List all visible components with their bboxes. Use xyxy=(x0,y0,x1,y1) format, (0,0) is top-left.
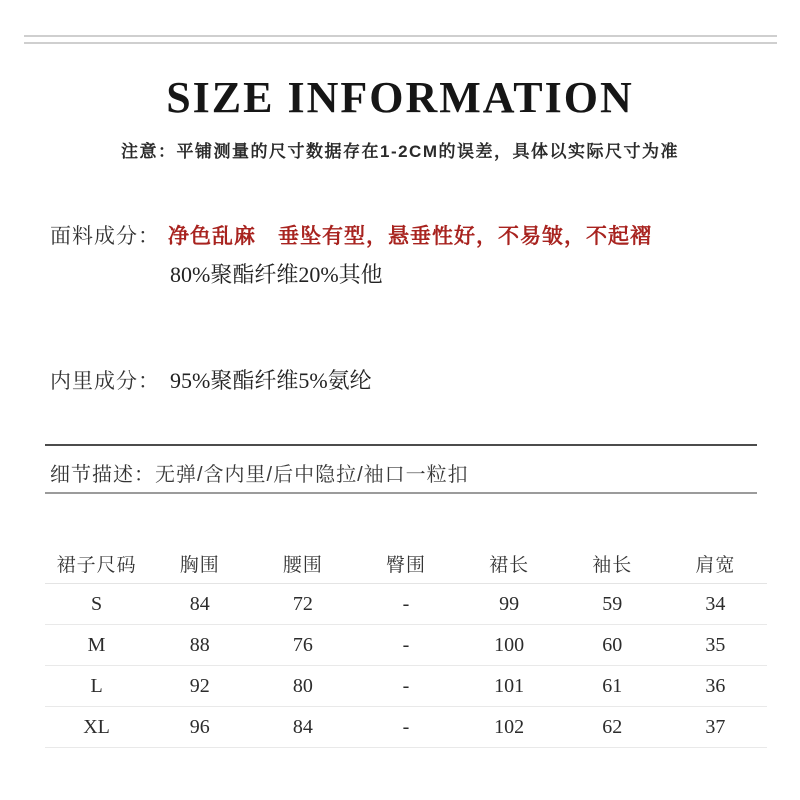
lining-composition-label: 内里成分： xyxy=(50,370,160,393)
table-cell: 88 xyxy=(148,625,251,666)
page-title: SIZE INFORMATION xyxy=(166,73,634,122)
table-cell: 61 xyxy=(561,666,664,707)
top-border-line-2 xyxy=(24,42,777,44)
table-cell: 37 xyxy=(664,707,767,748)
table-cell: 80 xyxy=(251,666,354,707)
col-header-waist: 腰围 xyxy=(251,543,354,584)
table-cell: - xyxy=(354,584,457,625)
lining-composition-value: 95%聚酯纤维5%氨纶 xyxy=(170,368,372,393)
table-cell: 101 xyxy=(458,666,561,707)
details-label: 细节描述： xyxy=(50,464,155,486)
table-cell: 62 xyxy=(561,707,664,748)
col-header-sleeve-length: 袖长 xyxy=(561,543,664,584)
col-header-size: 裙子尺码 xyxy=(45,543,148,584)
table-cell: 76 xyxy=(251,625,354,666)
table-cell: 34 xyxy=(664,584,767,625)
table-cell: 60 xyxy=(561,625,664,666)
size-table xyxy=(45,543,767,748)
table-cell: 102 xyxy=(458,707,561,748)
col-header-skirt-length: 裙长 xyxy=(458,543,561,584)
fabric-highlight xyxy=(168,220,652,250)
details-value: 无弹/含内里/后中隐拉/袖口一粒扣 xyxy=(155,464,469,486)
table-cell: - xyxy=(354,625,457,666)
measurement-notice: 注意：平铺测量的尺寸数据存在1-2CM的误差，具体以实际尺寸为准 xyxy=(120,142,679,161)
table-cell: 84 xyxy=(148,584,251,625)
col-header-bust: 胸围 xyxy=(148,543,251,584)
table-cell: 72 xyxy=(251,584,354,625)
table-cell: - xyxy=(354,666,457,707)
table-cell: 35 xyxy=(664,625,767,666)
fabric-composition-label: 面料成分： xyxy=(50,225,160,248)
table-row-m xyxy=(45,625,767,666)
table-cell: L xyxy=(45,666,148,707)
col-header-shoulder-width: 肩宽 xyxy=(664,543,767,584)
table-cell: 99 xyxy=(458,584,561,625)
table-cell: 100 xyxy=(458,625,561,666)
table-cell: 36 xyxy=(664,666,767,707)
table-cell: 96 xyxy=(148,707,251,748)
table-cell: 84 xyxy=(251,707,354,748)
fabric-name: 净色乱麻 xyxy=(168,225,256,248)
fabric-composition-value: 80%聚酯纤维20%其他 xyxy=(170,262,383,287)
table-cell: XL xyxy=(45,707,148,748)
table-cell: 92 xyxy=(148,666,251,707)
table-row-s xyxy=(45,584,767,625)
table-row-xl xyxy=(45,707,767,748)
fabric-description: 垂坠有型，悬垂性好，不易皱，不起褶 xyxy=(278,225,652,248)
table-cell: 59 xyxy=(561,584,664,625)
table-cell: - xyxy=(354,707,457,748)
size-table-header-row xyxy=(45,543,767,584)
details-divider-top xyxy=(45,444,757,446)
col-header-hip: 臀围 xyxy=(354,543,457,584)
table-cell: M xyxy=(45,625,148,666)
details-divider-bottom xyxy=(45,492,757,494)
table-row-l xyxy=(45,666,767,707)
top-border-line-1 xyxy=(24,35,777,37)
table-cell: S xyxy=(45,584,148,625)
